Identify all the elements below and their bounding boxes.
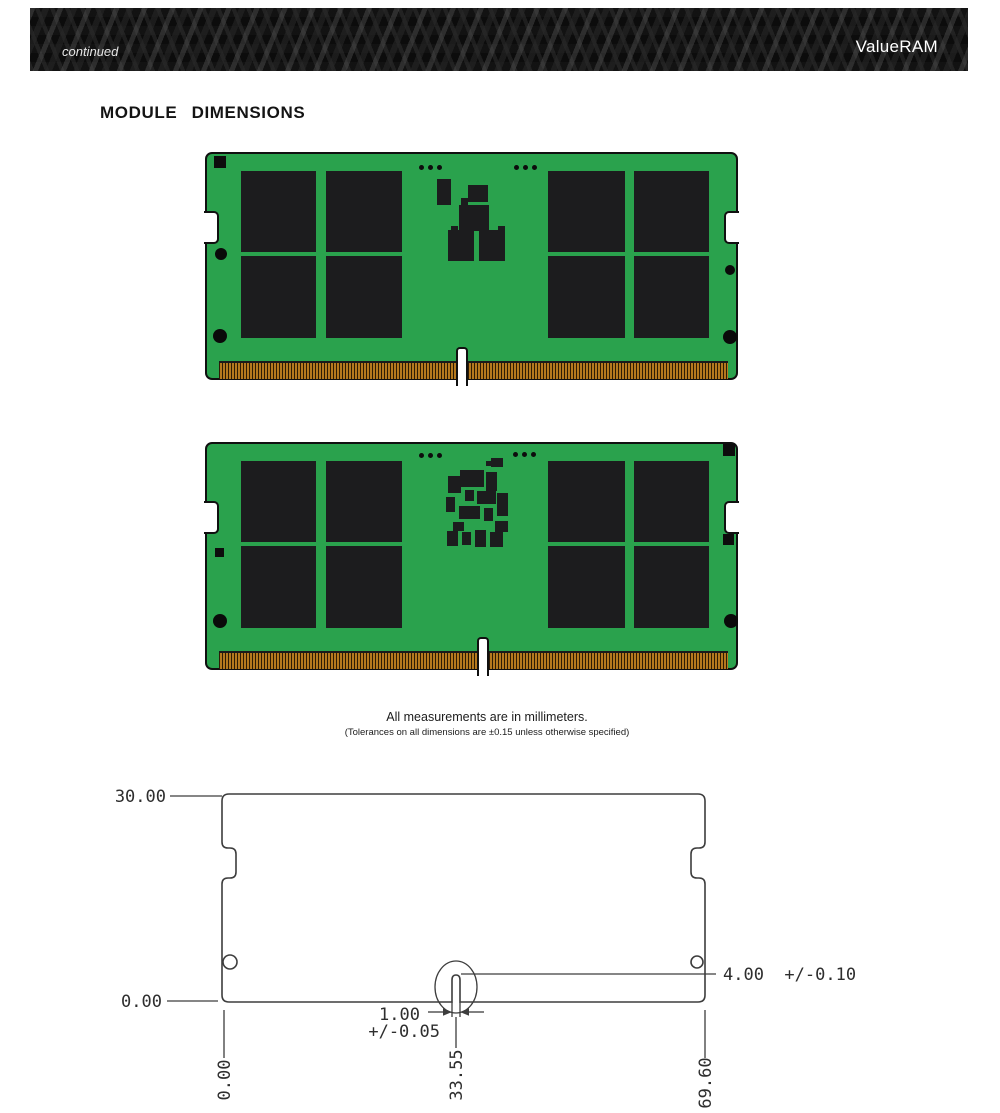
memory-chip [548,256,625,338]
memory-chip [548,461,625,542]
arrowhead [460,1008,469,1016]
component [495,521,508,532]
note-line1: All measurements are in millimeters. [386,710,588,724]
module-outline [222,794,705,1002]
fiducial-square [723,534,734,545]
test-pad [514,165,519,170]
memory-chip [241,546,316,628]
component [465,490,474,501]
component [446,497,455,512]
dim-x-left: 0.00 [215,1059,235,1101]
test-pad [523,165,528,170]
memory-chip [634,256,709,338]
fiducial-square [214,156,226,168]
test-pad [419,453,424,458]
component [448,230,474,261]
component [497,493,508,516]
edge-connector-pins [219,651,728,669]
test-pad [419,165,424,170]
test-pad [437,165,442,170]
side-notch-right [724,211,739,244]
ram-module-back [205,442,738,670]
memory-chip [326,461,402,542]
fiducial-square [215,548,224,557]
dim-bottom: 0.00 [121,992,162,1012]
component [486,461,491,466]
mounting-hole [223,955,237,969]
side-notch-left [204,501,219,534]
memory-chip [326,256,402,338]
measurement-note [0,710,974,738]
dim-notch-width-2: +/-0.05 [368,1022,440,1042]
detail-circle [435,961,477,1013]
component [462,532,471,545]
arrowhead [443,1008,452,1016]
component [486,472,497,491]
header-band [30,8,968,71]
memory-chip [634,171,709,252]
fiducial-square [723,444,735,456]
memory-chip [241,256,316,338]
mounting-hole [213,614,227,628]
component [477,491,496,504]
memory-chip [634,461,709,542]
memory-chip [326,171,402,252]
side-notch-left [204,211,219,244]
key-notch [477,637,489,676]
memory-chip [548,171,625,252]
mounting-hole [723,330,737,344]
ram-module-front [205,152,738,380]
mounting-hole [724,614,738,628]
component [491,458,503,467]
component [453,522,464,531]
mounting-hole [213,329,227,343]
component [475,530,486,547]
continued-label: continued [62,44,119,59]
dim-x-right: 69.60 [696,1057,716,1109]
test-pad [531,452,536,457]
memory-chip [241,171,316,252]
test-pad [428,165,433,170]
component [459,506,480,519]
mounting-hole [691,956,703,968]
test-pad [513,452,518,457]
component [468,185,488,202]
component [479,230,505,261]
memory-chip [548,546,625,628]
test-pad [532,165,537,170]
edge-connector-pins [219,361,728,379]
component [484,508,493,521]
component [490,532,503,547]
spd-chip [437,179,451,205]
dimension-drawing [0,770,1000,1113]
side-notch-right [724,501,739,534]
note-line2: (Tolerances on all dimensions are ±0.15 unless otherwise specified) [344,727,630,738]
test-pad [437,453,442,458]
memory-chip [326,546,402,628]
test-pad [522,452,527,457]
dim-x-notch: 33.55 [447,1049,467,1101]
key-notch [456,347,468,386]
memory-chip [634,546,709,628]
brand-valueram: ValueRAM [855,37,938,56]
test-pad [428,453,433,458]
component [447,531,458,546]
component [460,470,484,487]
mounting-hole [725,265,735,275]
mounting-hole [215,248,227,260]
page-title: MODULE DIMENSIONS [100,103,306,122]
component [448,476,461,493]
dim-top: 30.00 [114,787,166,807]
dim-notch-height: 4.00 +/-0.10 [723,965,857,985]
memory-chip [241,461,316,542]
dim-notch-width-1: 1.00 [379,1005,420,1025]
